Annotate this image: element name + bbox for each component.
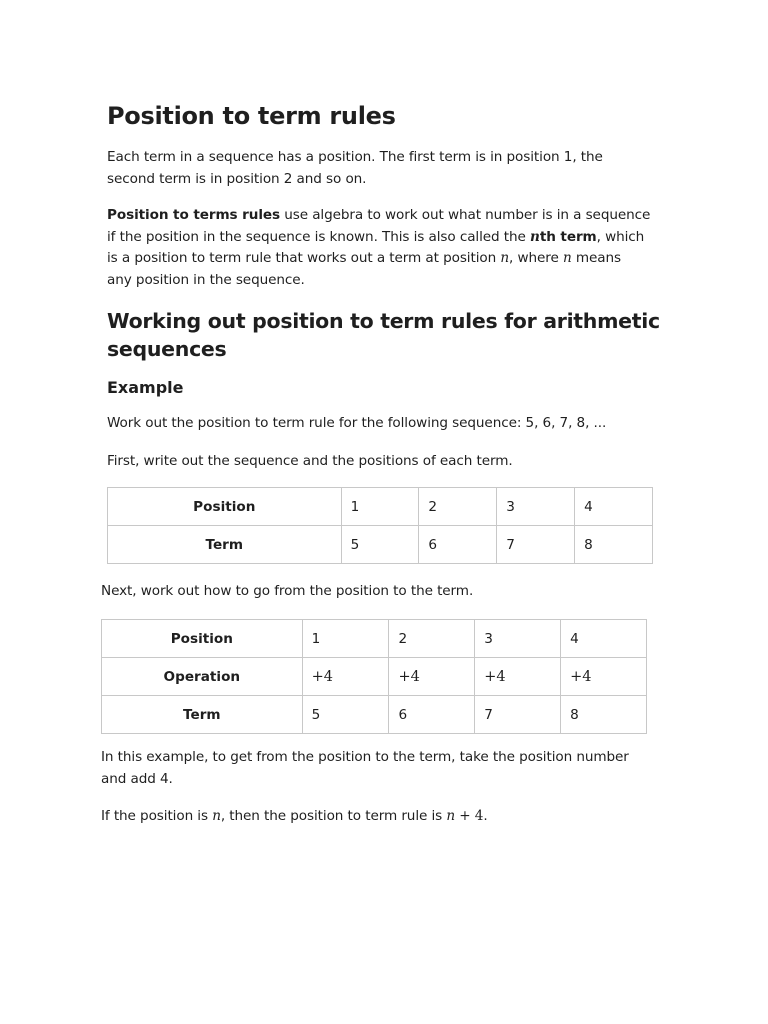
nth-term-label: th term — [539, 228, 597, 245]
section-heading-line-1: Working out position to term rules for arithmetic — [107, 309, 660, 333]
step-2-text: Next, work out how to go from the position to the term. — [101, 583, 474, 599]
table-row — [102, 620, 647, 658]
variable-n: n — [562, 250, 572, 266]
table-cell: 8 — [561, 696, 647, 734]
section-heading-block — [107, 307, 667, 363]
rule-variable-n: n — [446, 808, 456, 824]
page-title: Position to term rules — [107, 102, 396, 130]
intro-line-1: Each term in a sequence has a position. The first term is in position 1, the — [107, 149, 603, 165]
table-row — [108, 488, 653, 526]
definition-line-3-mid: , where — [509, 250, 563, 266]
table-cell: 2 — [419, 488, 497, 526]
table-cell: 5 — [302, 696, 389, 734]
table-cell: 1 — [302, 620, 389, 658]
definition-line-3 — [107, 248, 667, 270]
table-cell: 4 — [575, 488, 653, 526]
table-cell: 8 — [575, 526, 653, 564]
table-cell: 6 — [419, 526, 497, 564]
row-label-term: Term — [108, 526, 342, 564]
position-operation-term-table — [101, 619, 647, 734]
variable-n: n — [500, 250, 510, 266]
explanation-paragraph — [101, 747, 671, 790]
step-1-text: First, write out the sequence and the positions of each term. — [107, 453, 513, 469]
conclusion-period: . — [483, 808, 488, 824]
example-prompt: Work out the position to term rule for the following sequence: 5, 6, 7, 8, ... — [107, 415, 607, 431]
row-label-position: Position — [108, 488, 342, 526]
title-block — [107, 101, 667, 131]
example-prompt-block — [107, 413, 667, 435]
row-label-operation: Operation — [102, 658, 303, 696]
step-2-block — [101, 581, 661, 603]
table-cell: 7 — [497, 526, 575, 564]
table-row — [102, 696, 647, 734]
position-term-table — [107, 487, 653, 564]
definition-paragraph — [107, 205, 667, 291]
table-cell: 3 — [497, 488, 575, 526]
explanation-line-2: and add 4. — [101, 770, 173, 787]
conclusion-text-mid: , then the position to term rule is — [220, 808, 447, 824]
row-label-position: Position — [102, 620, 303, 658]
operation-cell: +4 — [561, 658, 647, 696]
table-cell: 6 — [389, 696, 475, 734]
table-row — [108, 526, 653, 564]
table-row — [102, 658, 647, 696]
table-cell: 7 — [475, 696, 561, 734]
row-label-term: Term — [102, 696, 303, 734]
table-cell: 2 — [389, 620, 475, 658]
definition-line-2-end: , which — [596, 228, 645, 245]
explanation-line-1: In this example, to get from the position to the term, take the position number — [101, 749, 629, 765]
definition-line-3-end: means — [571, 250, 621, 266]
definition-line-4: any position in the sequence. — [107, 271, 305, 288]
conclusion-paragraph — [101, 806, 661, 828]
definition-line-1 — [107, 205, 667, 227]
intro-line-2: second term is in position 2 and so on. — [107, 170, 367, 187]
conclusion-text: If the position is — [101, 808, 213, 824]
operation-cell: +4 — [389, 658, 475, 696]
variable-n: n — [212, 808, 221, 824]
example-heading-block — [107, 377, 667, 399]
nth-variable: n — [530, 228, 540, 245]
example-heading: Example — [107, 378, 184, 397]
definition-line-1-rest: use algebra to work out what number is in a sequence — [280, 207, 651, 223]
table-cell: 3 — [475, 620, 561, 658]
definition-line-2 — [107, 227, 667, 249]
conclusion-line — [101, 806, 661, 828]
nth-term-bold — [530, 229, 597, 245]
table-cell: 1 — [341, 488, 419, 526]
step-1-block — [107, 451, 667, 473]
rule-expression: + 4 — [455, 808, 484, 824]
table-cell: 5 — [341, 526, 419, 564]
operation-cell: +4 — [302, 658, 389, 696]
section-heading-line-2: sequences — [107, 337, 227, 361]
operation-cell: +4 — [475, 658, 561, 696]
table-cell: 4 — [561, 620, 647, 658]
intro-paragraph — [107, 147, 667, 190]
definition-line-2-text: if the position in the sequence is known. This is also called the — [107, 228, 531, 245]
definition-bold-term: Position to terms rules — [107, 207, 280, 223]
definition-line-3-text: is a position to term rule that works out a term at position — [107, 250, 501, 266]
